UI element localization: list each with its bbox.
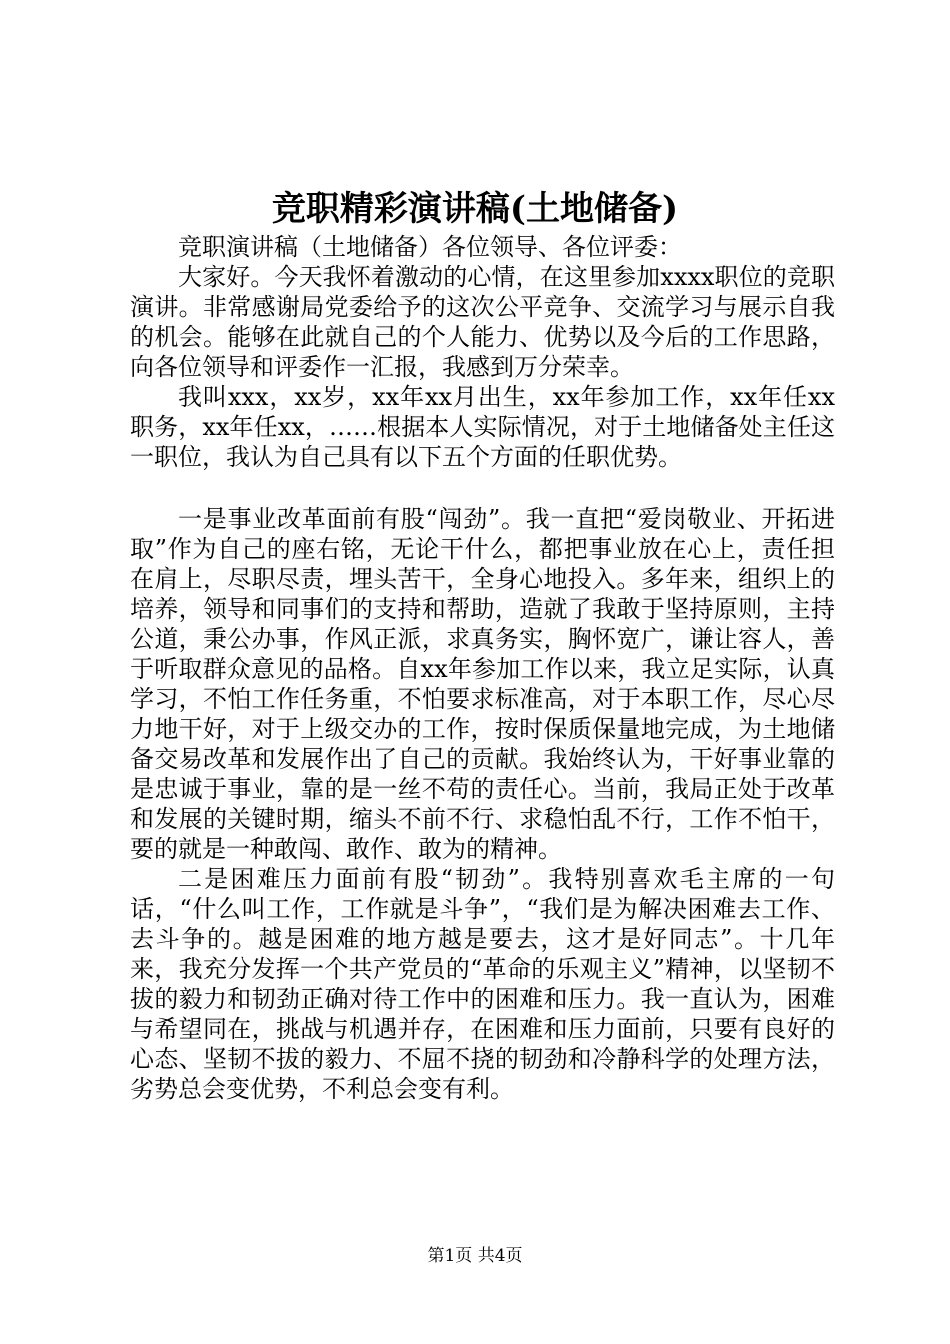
self-introduction-paragraph: 我叫xxx，xx岁，xx年xx月出生，xx年参加工作，xx年任xx职务，xx年任xx，……根据本人实际情况，对于土地储备处主任这一职位，我认为自己具有以下五个方面的任职优势。 — [130, 383, 835, 471]
salutation-paragraph: 竞职演讲稿（土地储备）各位领导、各位评委： — [178, 233, 682, 261]
document-title: 竞职精彩演讲稿(土地储备) — [271, 189, 679, 229]
greeting-paragraph: 大家好。今天我怀着激动的心情，在这里参加xxxx职位的竞职演讲。非常感谢局党委给予的这次公平竞争、交流学习与展示自我的机会。能够在此就自己的个人能力、优势以及今后的工作思路，向各位领导和评委作一汇报，我感到万分荣幸。 — [130, 263, 835, 381]
advantage-one-paragraph: 一是事业改革面前有股“闯劲”。我一直把“爱岗敬业、开拓进取”作为自己的座右铭，无论干什么，都把事业放在心上，责任担在肩上，尽职尽责，埋头苦干，全身心地投入。多年来，组织上的培养，领导和同事们的支持和帮助，造就了我敢于坚持原则，主持公道，秉公办事，作风正派，求真务实，胸怀宽广，谦让容人，善于听取群众意见的品格。自xx年参加工作以来，我立足实际，认真学习，不怕工作任务重，不怕要求标准高，对于本职工作，尽心尽力地干好，对于上级交办的工作，按时保质保量地完成，为土地储备交易改革和发展作出了自己的贡献。我始终认为，干好事业靠的是忠诚于事业，靠的是一丝不苟的责任心。当前，我局正处于改革和发展的关键时期，缩头不前不行、求稳怕乱不行，工作不怕干，要的就是一种敢闯、敢作、敢为的精神。 — [130, 505, 835, 863]
advantage-two-paragraph: 二是困难压力面前有股“韧劲”。我特别喜欢毛主席的一句话，“什么叫工作，工作就是斗争”，“我们是为解决困难去工作、去斗争的。越是困难的地方越是要去，这才是好同志”。十几年来，我充分发挥一个共产党员的“革命的乐观主义”精神，以坚韧不拔的毅力和韧劲正确对待工作中的困难和压力。我一直认为，困难与希望同在，挑战与机遇并存，在困难和压力面前，只要有良好的心态、坚韧不拔的毅力、不屈不挠的韧劲和冷静科学的处理方法，劣势总会变优势，不利总会变有利。 — [130, 865, 835, 1103]
page-number-footer: 第1页 共4页 — [427, 1246, 523, 1266]
document-body — [130, 232, 835, 1104]
paragraph-gap — [130, 472, 835, 504]
